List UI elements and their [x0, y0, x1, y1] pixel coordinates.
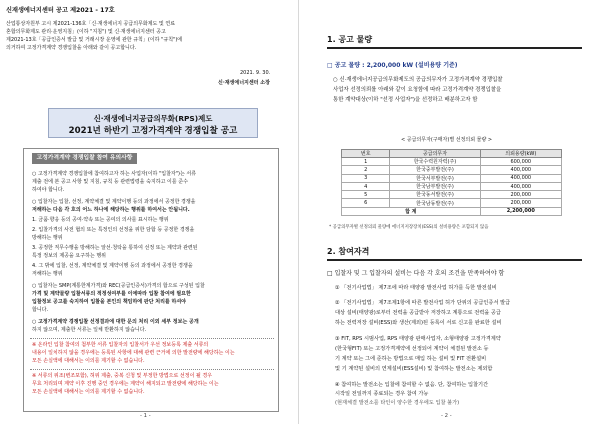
table-row: 6 한국남동발전(주) 200,000	[342, 199, 562, 207]
title-line-2: 2021년 하반기 고정가격계약 경쟁입찰 공고	[68, 126, 238, 136]
signatory: 신·재생에너지센터 소장	[218, 80, 270, 86]
notice-item: 하지 않으며, 제출한 서류는 일체 반환하지 않습니다.	[32, 327, 147, 333]
intro-line: 제2021-13호「공급인증서 발급 및 거래시장 운영에 관한 규칙」(이하 "규칙")에	[6, 37, 183, 43]
table-row: 5 한국동서발전(주) 200,000	[342, 191, 562, 199]
intro-line: 의거하여 고정가격계약 경쟁입찰을 아래와 같이 공고합니다.	[6, 45, 137, 51]
column-header: 번호	[342, 150, 390, 158]
notice-item: 제출 전에 본 공고 사항 및 지침, 규칙 등 관련법령을 숙지하고 이를 준수	[32, 179, 188, 185]
table-row: 1 한국수력원자력(주) 600,000	[342, 158, 562, 166]
intro-line: 산업통상자원부 고시 제2021-136호「신·재생에너지 공급의무화제도 및 연료	[6, 21, 176, 27]
notice-item: 가격 및 계약물량 입찰서류의 적정성여부를 이에따라 입찰 참여에 필요한	[32, 291, 191, 297]
eligibility-item: (한국형FIT) 또는 고정가격계약에 선정되어 계약이 체결된 발전소 등	[335, 346, 489, 352]
eligibility-item: 시작일 전일까지 종료되는 경우 참여 가능	[335, 391, 429, 397]
notice-divider	[30, 369, 274, 370]
notice-item: ○ 고정가격계약 경쟁입찰에 참여하고자 하는 사업자(이하 "입찰자")는 서류	[32, 171, 197, 177]
volume-desc: ○ 신·재생에너지공급의무화제도의 공급의무자가 고정가격계약 경쟁입찰	[333, 77, 503, 83]
notice-subitem: 2. 입찰가격의 사전 협의 또는 특정인의 선정을 위한 담합 등 공정한 경쟁을	[32, 227, 195, 233]
notice-item: 합니다.	[32, 307, 49, 313]
section-2-title: 2. 참여자격	[327, 247, 370, 256]
table-row: 2 한국중부발전(주) 400,000	[342, 166, 562, 174]
table-caption: < 공급의무자(구매자)별 선정의뢰 물량 >	[401, 137, 493, 143]
section-2-rule	[327, 259, 582, 261]
page-1	[0, 0, 299, 424]
notice-subitem: 저해하는 행위	[32, 271, 63, 277]
warning-note: ※ 서류의 위조(변조포함), 허위 제출, 중복 신청 및 부정한 방법으로 선정이 될 경우	[32, 373, 213, 379]
page-number: - 2 -	[441, 413, 452, 419]
page-2	[301, 0, 600, 424]
announcement-number: 신재생에너지센터 공고 제2021 - 17호	[6, 7, 115, 14]
volume-desc: 통한 계약대상(이하 "선정 사업자")을 선정하고 배분하고자 함	[333, 97, 478, 103]
warning-note: 모든 손실액에 대해서는 이의를 제기할 수 없습니다.	[32, 358, 145, 364]
notice-date: 2021. 9. 30.	[240, 70, 271, 76]
notice-item: ○ 입찰자는 입찰, 선정, 계약체결 및 계약이행 등의 과정에서 공정한 경쟁을	[32, 199, 196, 205]
eligibility-item: 대상 설비(태양광)로부터 전력을 공급받아 저장하고 계통으로 전력을 공급	[335, 310, 501, 316]
notice-item: ○ 입찰자는 SMP(계통한계가격)와 REC(공급인증서)가격의 합으로 구성된 입찰	[32, 283, 205, 289]
table-row: 4 한국남부발전(주) 400,000	[342, 182, 562, 190]
warning-note: 내용이 일치하지 않을 경우에는 등록된 사항에 대해 관련 근거에 의한 발전량에 해당하는 이는	[32, 350, 235, 356]
section-1-title: 1. 공고 물량	[327, 35, 373, 44]
column-header: 의뢰용량(kW)	[480, 150, 561, 158]
eligibility-item: 하는 전력저장 설비(ESS)와 생산(제외)된 등록이 서로 신고를 완료한 설비	[335, 320, 502, 326]
eligibility-intro: □ 입찰자 및 그 입찰자의 설비는 다음 각 호의 조건을 만족하여야 함	[327, 270, 505, 277]
eligibility-item: 및 기 계약된 설비의 연계설비(ESS설비) 및 참여하는 발전소는 제외함	[335, 366, 493, 372]
volume-label: □ 공고 물량 : 2,200,000 kW (설비용량 기준)	[327, 62, 458, 69]
intro-line: 혼합의무화제도 관리·운영지침」(이하 "지침") 및 신·재생에너지센터 공고	[6, 29, 166, 35]
notice-box	[23, 148, 279, 412]
title-line-1: 신·재생에너지공급의무화(RPS)제도	[93, 114, 213, 123]
warning-note: 모든 손실액에 대해서는 이의를 제기할 수 없습니다.	[32, 389, 145, 395]
announcement-title-box	[48, 108, 258, 138]
notice-subitem: 4. 그 밖에 입찰, 선정, 계약체결 및 계약이행 등의 과정에서 공정한 경쟁을	[32, 263, 193, 269]
eligibility-item: (현재체결 발전소를 타인이 양수한 경우에도 입찰 불가)	[335, 400, 460, 406]
notice-item: 입찰정보 공고를 숙지하여 입찰을 본인의 책임하에 판단 처리를 하셔야	[32, 299, 186, 305]
table-header-row	[342, 150, 562, 158]
warning-note: ※ 온라인 입찰 참여의 첨부한 서류 입찰자의 입찰서가 우선 정보등록 제출 서류의	[32, 342, 209, 348]
notice-heading: 고정가격계약 경쟁입찰 참여 유의사항	[32, 153, 137, 164]
notice-subitem: 3. 공정한 직무수행을 방해하는 알선·청탁을 통하여 선정 또는 계약과 관련된	[32, 245, 198, 251]
table-row: 3 한국서부발전(주) 400,000	[342, 174, 562, 182]
notice-item: ○ 고정가격계약 경쟁입찰 선정결과에 대한 문의 처리 이외 세부 정보는 공개	[32, 319, 199, 325]
notice-subitem: 특정 정보의 제공을 요구하는 행위	[32, 253, 106, 259]
column-header: 공급의무자	[390, 150, 480, 158]
table-total-row: 합 계 2,200,000	[342, 207, 562, 215]
eligibility-item: ① 「전기사업법」 제7조에 따라 태양광 발전사업 허가를 득한 발전설비	[335, 285, 497, 291]
notice-item: 저해하는 다음 각 호의 어느 하나에 해당하는 행위를 하여서는 안됩니다.	[32, 207, 190, 213]
eligibility-item: ③ FIT, RPS 시범사업, RPS 태양광 판매사업자, 소형태양광 고정가격계약	[335, 336, 501, 342]
notice-subitem: 1. 금품·향응 등의 공여·약속 또는 공여의 의사를 표시하는 행위	[32, 217, 169, 223]
table-footnote: * 공급의무자별 선정의뢰 물량에 에너지저장장치(ESS)의 설비용량은 포함되지 않음	[329, 225, 489, 230]
notice-subitem: 방해하는 행위	[32, 235, 63, 241]
eligibility-item: 기 계약 또는 그에 준하는 방법으로 매입 하는 설비 및 FIT 전환설비	[335, 356, 487, 362]
supplier-volume-table	[341, 149, 562, 216]
volume-desc: 사업자 선정의뢰를 아래와 같이 요청함에 따라 고정가격계약 경쟁입찰을	[333, 87, 502, 93]
notice-divider	[30, 338, 274, 339]
section-1-rule	[327, 47, 582, 49]
page-number: - 1 -	[140, 413, 151, 419]
notice-item: 하여야 합니다.	[32, 187, 65, 193]
warning-note: 무효 처리되며 계약 이후 진행 중인 경우에는 계약이 해지되고 발전량에 해당하는 이는	[32, 381, 219, 387]
eligibility-item: ② 「전기사업법」 제7조제1항에 따른 발전사업 허가 단위의 공급인증서 발급	[335, 300, 511, 306]
eligibility-item: ④ 참여하는 발전소는 입찰에 참여할 수 없음. 단, 참여하는 입찰기간	[335, 382, 489, 388]
